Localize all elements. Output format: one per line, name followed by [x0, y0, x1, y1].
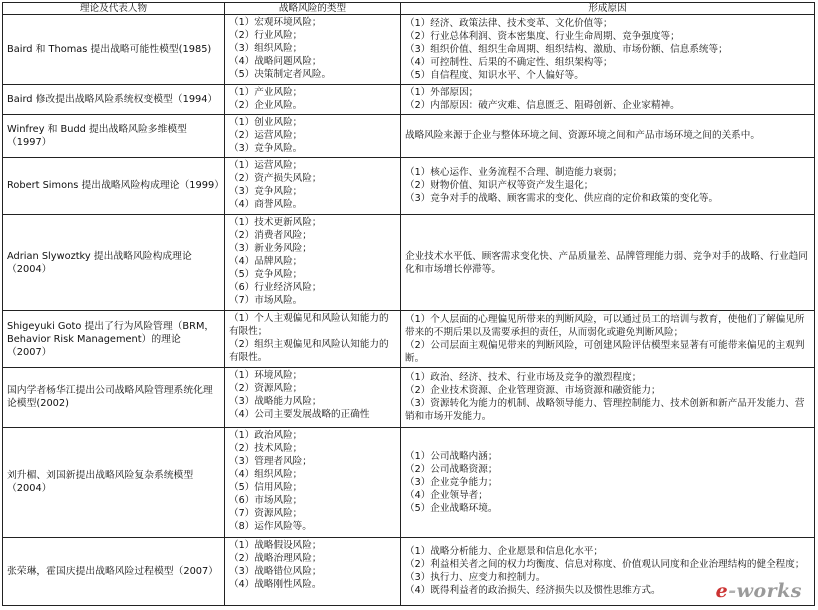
strategic-risk-table [2, 2, 815, 606]
table-row [3, 368, 815, 428]
table-row [3, 214, 815, 311]
risk-type-item: （4）商誉风险。 [229, 199, 303, 211]
table-row [3, 85, 815, 115]
cause-item: （4）企业领导者； [405, 489, 488, 501]
risk-type-item: （8）运作风险等。 [229, 520, 312, 532]
causes-cell [401, 427, 815, 537]
cause-item: （1）政治、经济、技术、行业市场及竞争的激烈程度； [405, 372, 642, 384]
risk-type-item: （7）市场风险。 [229, 294, 303, 306]
risk-type-item: （3）竞争风险。 [229, 142, 303, 154]
risk-types-cell [225, 15, 401, 85]
table-body [3, 15, 815, 606]
theory-cell: Winfrey 和 Budd 提出战略风险多维模型（1997） [3, 114, 225, 157]
risk-types-cell [225, 368, 401, 428]
risk-type-item: （2）组织主观偏见和风险认知能力的有限性。 [229, 339, 389, 364]
risk-type-item: （2）消费者风险； [229, 229, 312, 241]
risk-type-item: （1）产业风险； [229, 87, 303, 98]
risk-type-item: （1）技术更新风险； [229, 216, 322, 228]
cause-item: 企业技术水平低、顾客需求变化快、产品质量差、品牌管理能力弱、竞争对手的战略、行业趋同化和市场增长停滞等。 [405, 250, 808, 275]
risk-type-item: （6）行业经济风险； [229, 281, 322, 293]
risk-type-item: （2）资产损失风险； [229, 173, 322, 185]
risk-type-item: （2）运营风险； [229, 129, 303, 141]
risk-type-item: （1）宏观环境风险； [229, 17, 322, 28]
risk-type-item: （2）资源风险； [229, 383, 303, 395]
theory-cell: 张荣琳，霍国庆提出战略风险过程模型（2007） [3, 537, 225, 605]
risk-type-item: （4）战略刚性风险。 [229, 578, 322, 590]
cause-item: （3）资源转化为能力的机制、战略领导能力、管理控制能力、技术创新和新产品开发能力、营销和市场开发能力。 [405, 398, 805, 423]
table-header-row [3, 3, 815, 15]
cause-item: （2）行业总体利润、资本密集度、行业生命周期、竞争强度等； [405, 31, 680, 42]
theory-cell: Baird 修改提出战略风险系统权变模型（1994） [3, 85, 225, 115]
cause-item: （5）自信程度、知识水平、个人偏好等。 [405, 70, 584, 81]
table-row [3, 427, 815, 537]
risk-type-item: （3）战略能力风险； [229, 396, 322, 408]
risk-type-item: （4）战略问题风险； [229, 56, 322, 67]
table-row [3, 15, 815, 85]
cause-item: （2）利益相关者之间的权力均衡度、信息对称度、价值观认同度和企业治理结构的健全程度； [405, 559, 805, 571]
cause-item: （1）核心运作、业务流程不合理、制造能力衰弱； [405, 167, 623, 179]
cause-item: （1）外部原因； [405, 87, 479, 99]
risk-types-cell [225, 427, 401, 537]
risk-types-cell [225, 214, 401, 311]
risk-types-cell [225, 114, 401, 157]
cause-item: （3）企业竞争能力； [405, 476, 498, 488]
risk-type-item: （5）竞争风险； [229, 268, 303, 280]
table-row [3, 311, 815, 368]
risk-type-item: （1）创业风险； [229, 116, 303, 128]
cause-item: （3）组织价值、组织生命周期、组织结构、激励、市场份额、信息系统等； [405, 44, 728, 55]
cause-item: （5）企业战略环境。 [405, 502, 498, 514]
theory-cell: 刘升楣、刘国新提出战略风险复杂系统模型（2004） [3, 427, 225, 537]
risk-type-item: （3）竞争风险； [229, 186, 303, 198]
causes-cell [401, 158, 815, 215]
risk-type-item: （2）战略治理风险； [229, 552, 322, 564]
theory-cell: 国内学者杨华江提出公司战略风险管理系统化理论模型(2002) [3, 368, 225, 428]
risk-types-cell [225, 537, 401, 605]
cause-item: （1）公司战略内涵； [405, 450, 498, 462]
risk-type-item: （2）行业风险； [229, 30, 303, 41]
cause-item: （1）经济、政策法律、技术变革、文化价值等； [405, 18, 613, 29]
risk-type-item: （5）信用风险； [229, 481, 303, 493]
table-row [3, 158, 815, 215]
header-theory: 理论及代表人物 [3, 3, 225, 15]
theory-cell: Shigeyuki Goto 提出了行为风险管理（BRM，Behavior Risk Management）的理论（2007） [3, 311, 225, 368]
risk-type-item: （4）品牌风险； [229, 255, 303, 267]
cause-item: （4）可控制性、后果的不确定性、组织架构等； [405, 57, 613, 68]
cause-item: （3）竞争对手的战略、顾客需求的变化、供应商的定价和政策的变化等。 [405, 193, 719, 205]
risk-type-item: （2）技术风险； [229, 442, 303, 454]
risk-type-item: （4）组织风险； [229, 468, 303, 480]
risk-types-cell [225, 85, 401, 115]
theory-cell: Adrian Slywoztky 提出战略风险构成理论（2004） [3, 214, 225, 311]
causes-cell [401, 114, 815, 157]
risk-type-item: （3）战略错位风险； [229, 565, 322, 577]
risk-type-item: （1）战略假设风险； [229, 539, 322, 551]
risk-type-item: （4）公司主要发展战略的正确性 [229, 409, 370, 421]
cause-item: （2）公司层面主观偏见带来的判断风险，可创建风险评估模型来显著有可能带来偏见的主观判断。 [405, 340, 805, 365]
risk-type-item: （3）管理者风险； [229, 455, 312, 467]
causes-cell [401, 214, 815, 311]
causes-cell [401, 311, 815, 368]
theory-cell: Robert Simons 提出战略风险构成理论（1999） [3, 158, 225, 215]
risk-type-item: （1）个人主观偏见和风险认知能力的有限性； [229, 313, 389, 338]
risk-type-item: （6）市场风险； [229, 494, 303, 506]
risk-type-item: （1）政治风险； [229, 429, 303, 441]
risk-type-item: （3）组织风险； [229, 43, 303, 54]
cause-item: （4）既得利益者的政治损失、经济损失以及惯性思维方式。 [405, 585, 661, 597]
risk-types-cell [225, 158, 401, 215]
theory-cell: Baird 和 Thomas 提出战略可能性模型(1985) [3, 15, 225, 85]
causes-cell [401, 368, 815, 428]
cause-item: （1）个人层面的心理偏见所带来的判断风险，可以通过员工的培训与教育，使他们了解偏见所带来的不期后果以及需要承担的责任，从而弱化或避免判断风险； [405, 314, 805, 339]
risk-type-item: （1）环境风险； [229, 370, 303, 382]
risk-type-item: （7）资源风险； [229, 507, 303, 519]
cause-item: 战略风险来源于企业与整体环境之间、资源环境之间和产品市场环境之间的关系中。 [405, 130, 760, 142]
cause-item: （2）公司战略资源； [405, 463, 498, 475]
risk-types-cell [225, 311, 401, 368]
table-row [3, 114, 815, 157]
table-row [3, 537, 815, 605]
causes-cell [401, 85, 815, 115]
risk-type-item: （2）企业风险。 [229, 100, 303, 111]
cause-item: （2）企业技术资源、企业管理资源、市场资源和融资能力； [405, 385, 661, 397]
header-causes: 形成原因 [401, 3, 815, 15]
risk-type-item: （5）决策制定者风险。 [229, 69, 332, 80]
cause-item: （1）战略分析能力、企业愿景和信息化水平； [405, 546, 603, 558]
risk-type-item: （3）新业务风险； [229, 242, 312, 254]
causes-cell [401, 15, 815, 85]
e-works-watermark-logo: e-works [715, 580, 802, 602]
header-risk-types: 战略风险的类型 [225, 3, 401, 15]
cause-item: （3）执行力、应变力和控制力。 [405, 572, 546, 584]
cause-item: （2）财物价值、知识产权等资产发生退化； [405, 180, 594, 192]
risk-type-item: （1）运营风险； [229, 160, 303, 172]
cause-item: （2）内部原因：破产灾难、信息匮乏、阻碍创新、企业家精神。 [405, 100, 680, 112]
